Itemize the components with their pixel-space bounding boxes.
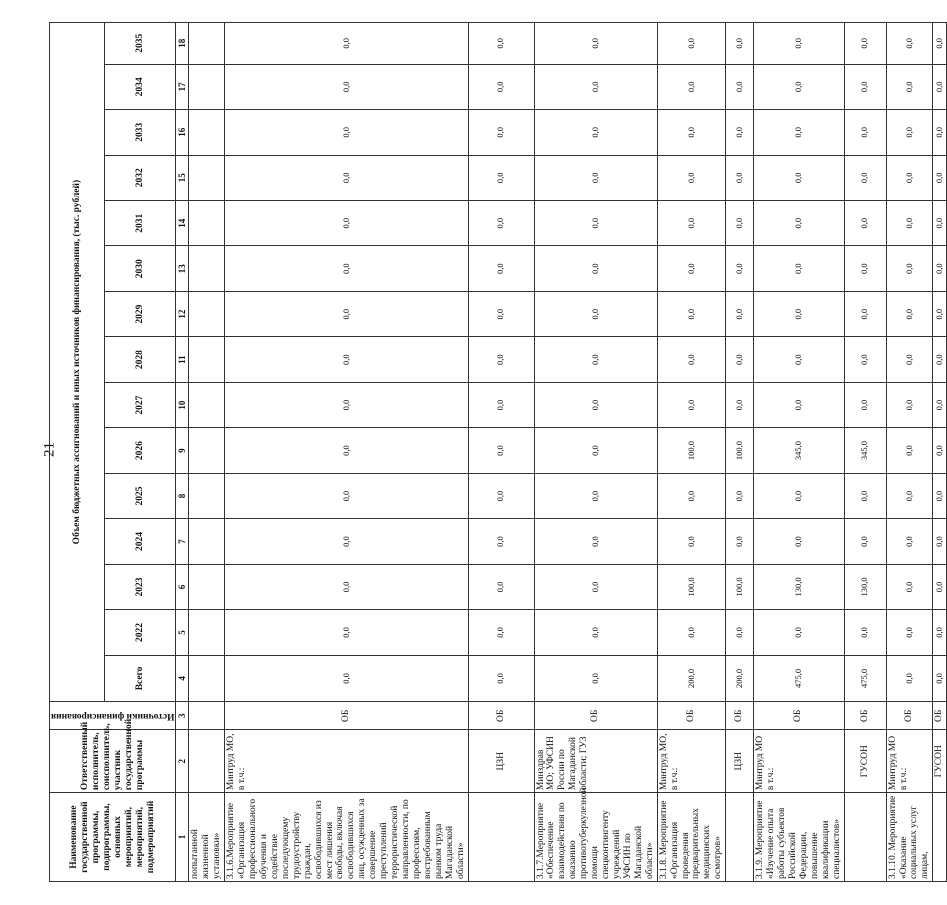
column-number: 9 bbox=[176, 428, 189, 473]
header-number-row bbox=[176, 23, 189, 882]
cell-value bbox=[189, 428, 225, 473]
cell-value: 0,0 bbox=[468, 473, 534, 518]
cell-value: 0,0 bbox=[726, 246, 754, 291]
cell-value: 345,0 bbox=[754, 428, 844, 473]
cell-executor: ЦЗН bbox=[468, 730, 534, 793]
cell-value: 0,0 bbox=[886, 428, 933, 473]
cell-value: 0,0 bbox=[933, 64, 947, 109]
header-year: 2022 bbox=[104, 610, 176, 655]
cell-value: 0,0 bbox=[933, 201, 947, 246]
cell-value bbox=[189, 291, 225, 336]
table-row bbox=[657, 23, 726, 882]
header-funding-title: Объем бюджетных ассигнований и иных источников финансирования, (тыс. рублей) bbox=[50, 23, 105, 702]
header-year: 2027 bbox=[104, 382, 176, 427]
cell-value: 0,0 bbox=[844, 64, 886, 109]
header-year: 2032 bbox=[104, 155, 176, 200]
cell-source: ОБ bbox=[754, 702, 844, 730]
cell-value bbox=[189, 610, 225, 655]
header-executor: Ответственный исполнитель, соисполнитель, участник государственной программы bbox=[50, 730, 176, 793]
cell-value: 0,0 bbox=[886, 564, 933, 609]
header-year: 2026 bbox=[104, 428, 176, 473]
column-number: 3 bbox=[176, 702, 189, 730]
cell-executor: ГУСОН bbox=[933, 730, 947, 793]
cell-value: 0,0 bbox=[844, 382, 886, 427]
cell-value: 0,0 bbox=[468, 110, 534, 155]
table-row bbox=[754, 23, 844, 882]
cell-value: 0,0 bbox=[754, 155, 844, 200]
cell-value: 0,0 bbox=[657, 246, 726, 291]
cell-value: 0,0 bbox=[933, 291, 947, 336]
page-number: 21 bbox=[41, 442, 58, 457]
cell-value bbox=[189, 564, 225, 609]
cell-value: 0,0 bbox=[844, 23, 886, 65]
cell-measure-name: попытанной жизненной установки» bbox=[189, 793, 225, 882]
column-number: 13 bbox=[176, 246, 189, 291]
cell-executor: Минздрав МО; УФСИН России по Магаданской области; ГУЗ bbox=[534, 730, 657, 793]
table-body bbox=[189, 23, 947, 882]
cell-value: 0,0 bbox=[534, 110, 657, 155]
budget-table bbox=[49, 22, 947, 882]
cell-value: 100,0 bbox=[657, 564, 726, 609]
table-row bbox=[468, 23, 534, 882]
column-number: 8 bbox=[176, 473, 189, 518]
cell-value: 0,0 bbox=[933, 337, 947, 382]
cell-value: 0,0 bbox=[657, 337, 726, 382]
cell-value: 0,0 bbox=[886, 519, 933, 564]
header-source bbox=[50, 702, 176, 730]
cell-value: 0,0 bbox=[886, 23, 933, 65]
table-row bbox=[534, 23, 657, 882]
cell-value bbox=[189, 473, 225, 518]
cell-source: ОБ bbox=[225, 702, 468, 730]
cell-value: 0,0 bbox=[225, 473, 468, 518]
cell-value: 0,0 bbox=[933, 382, 947, 427]
cell-value: 0,0 bbox=[534, 473, 657, 518]
cell-value: 0,0 bbox=[844, 155, 886, 200]
cell-measure-name: 3.1.10. Мероприятие «Оказание социальных услуг лицам, bbox=[886, 793, 933, 882]
cell-value: 0,0 bbox=[468, 201, 534, 246]
header-year: 2035 bbox=[104, 23, 176, 65]
cell-value bbox=[189, 23, 225, 65]
column-number: 5 bbox=[176, 610, 189, 655]
cell-value: 0,0 bbox=[754, 23, 844, 65]
cell-value: 100,0 bbox=[726, 428, 754, 473]
cell-value: 0,0 bbox=[933, 110, 947, 155]
cell-value: 0,0 bbox=[844, 610, 886, 655]
cell-executor: ЦЗН bbox=[726, 730, 754, 793]
cell-value: 0,0 bbox=[468, 291, 534, 336]
cell-source: ОБ bbox=[468, 702, 534, 730]
cell-value: 0,0 bbox=[886, 655, 933, 701]
cell-value: 0,0 bbox=[754, 64, 844, 109]
cell-value: 0,0 bbox=[886, 610, 933, 655]
cell-value: 130,0 bbox=[844, 564, 886, 609]
cell-value: 0,0 bbox=[534, 382, 657, 427]
table-row bbox=[225, 23, 468, 882]
header-year: 2030 bbox=[104, 246, 176, 291]
cell-source: ОБ bbox=[657, 702, 726, 730]
cell-value: 0,0 bbox=[844, 337, 886, 382]
cell-value: 0,0 bbox=[754, 519, 844, 564]
cell-value: 0,0 bbox=[844, 291, 886, 336]
cell-value: 0,0 bbox=[468, 428, 534, 473]
cell-value: 0,0 bbox=[468, 382, 534, 427]
cell-value: 0,0 bbox=[726, 201, 754, 246]
cell-value: 0,0 bbox=[657, 473, 726, 518]
cell-value: 0,0 bbox=[886, 382, 933, 427]
header-year: 2024 bbox=[104, 519, 176, 564]
cell-value: 0,0 bbox=[726, 473, 754, 518]
cell-value: 0,0 bbox=[754, 610, 844, 655]
table-header bbox=[50, 23, 189, 882]
column-number: 2 bbox=[176, 730, 189, 793]
cell-measure-name: 3.1.9. Мероприятие «Изучение опыта работы субъектов Российской Федерации, повышение квалификации специалистов» bbox=[754, 793, 844, 882]
cell-value: 0,0 bbox=[754, 291, 844, 336]
cell-value: 0,0 bbox=[886, 155, 933, 200]
cell-value: 0,0 bbox=[534, 519, 657, 564]
cell-value: 0,0 bbox=[225, 428, 468, 473]
cell-source: ОБ bbox=[844, 702, 886, 730]
table-row bbox=[844, 23, 886, 882]
budget-table-sheet bbox=[49, 22, 945, 882]
cell-value: 0,0 bbox=[754, 201, 844, 246]
header-year: 2029 bbox=[104, 291, 176, 336]
cell-value: 0,0 bbox=[754, 246, 844, 291]
column-number: 16 bbox=[176, 110, 189, 155]
cell-measure-name bbox=[726, 793, 754, 882]
cell-value bbox=[189, 337, 225, 382]
cell-executor: Минтруд МО, в т.ч.: bbox=[225, 730, 468, 793]
cell-value: 0,0 bbox=[468, 337, 534, 382]
cell-value: 475,0 bbox=[754, 655, 844, 701]
header-name: Наименование государственной программы, подпрограммы, основных мероприятий, мероприятий, подмероприятий bbox=[50, 793, 176, 882]
cell-value: 0,0 bbox=[225, 655, 468, 701]
cell-value: 0,0 bbox=[726, 23, 754, 65]
cell-value: 0,0 bbox=[225, 337, 468, 382]
cell-value: 0,0 bbox=[534, 201, 657, 246]
cell-value: 100,0 bbox=[726, 564, 754, 609]
cell-value: 0,0 bbox=[225, 519, 468, 564]
cell-value: 0,0 bbox=[844, 110, 886, 155]
cell-value: 0,0 bbox=[534, 428, 657, 473]
cell-value: 0,0 bbox=[225, 291, 468, 336]
cell-value: 0,0 bbox=[886, 473, 933, 518]
cell-value: 0,0 bbox=[225, 610, 468, 655]
cell-value: 0,0 bbox=[754, 110, 844, 155]
cell-value bbox=[189, 246, 225, 291]
table-row bbox=[886, 23, 933, 882]
cell-value: 0,0 bbox=[468, 155, 534, 200]
cell-value: 0,0 bbox=[225, 23, 468, 65]
cell-value: 0,0 bbox=[657, 110, 726, 155]
column-number: 1 bbox=[176, 793, 189, 882]
cell-value bbox=[189, 655, 225, 701]
cell-value: 0,0 bbox=[726, 382, 754, 427]
cell-value: 0,0 bbox=[933, 428, 947, 473]
cell-value: 0,0 bbox=[726, 519, 754, 564]
cell-source: ОБ bbox=[534, 702, 657, 730]
cell-value: 0,0 bbox=[754, 382, 844, 427]
table-row bbox=[933, 23, 947, 882]
cell-value: 0,0 bbox=[844, 246, 886, 291]
cell-value: 0,0 bbox=[657, 382, 726, 427]
cell-value bbox=[189, 382, 225, 427]
cell-value: 200,0 bbox=[657, 655, 726, 701]
cell-value: 0,0 bbox=[726, 291, 754, 336]
cell-value: 0,0 bbox=[468, 655, 534, 701]
cell-value: 0,0 bbox=[534, 246, 657, 291]
table-row bbox=[726, 23, 754, 882]
cell-value: 0,0 bbox=[468, 23, 534, 65]
cell-value: 0,0 bbox=[726, 337, 754, 382]
cell-value: 200,0 bbox=[726, 655, 754, 701]
header-year: 2028 bbox=[104, 337, 176, 382]
cell-value: 0,0 bbox=[468, 519, 534, 564]
cell-value: 0,0 bbox=[886, 291, 933, 336]
header-year: 2031 bbox=[104, 201, 176, 246]
cell-value: 0,0 bbox=[726, 610, 754, 655]
cell-value bbox=[189, 201, 225, 246]
cell-value: 130,0 bbox=[754, 564, 844, 609]
cell-value: 0,0 bbox=[534, 291, 657, 336]
column-number: 6 bbox=[176, 564, 189, 609]
cell-value: 0,0 bbox=[534, 564, 657, 609]
cell-measure-name bbox=[468, 793, 534, 882]
cell-measure-name: 3.1.6.Мероприятие «Организация профессионального обучения и содействие последующему трудоустройству граждан, освободившихся из мест лишения свободы, включая освободившихся лиц, осужденных за совершение преступлений террористической направленности, по профессиям, востребованным рынком труда Магаданской области» bbox=[225, 793, 468, 882]
cell-value: 0,0 bbox=[886, 64, 933, 109]
cell-value: 0,0 bbox=[933, 655, 947, 701]
cell-measure-name: 3.1.8. Мероприятие «Организация проведения предварительных медицинских осмотров» bbox=[657, 793, 726, 882]
cell-value: 0,0 bbox=[657, 23, 726, 65]
cell-source bbox=[189, 702, 225, 730]
cell-value: 0,0 bbox=[225, 110, 468, 155]
column-number: 11 bbox=[176, 337, 189, 382]
column-number: 7 bbox=[176, 519, 189, 564]
cell-executor: ГУСОН bbox=[844, 730, 886, 793]
column-number: 15 bbox=[176, 155, 189, 200]
header-year: 2033 bbox=[104, 110, 176, 155]
cell-value: 0,0 bbox=[726, 64, 754, 109]
cell-source: ОБ bbox=[933, 702, 947, 730]
cell-value: 0,0 bbox=[534, 610, 657, 655]
cell-value: 0,0 bbox=[468, 610, 534, 655]
cell-executor: Минтруд МО, в т.ч.: bbox=[657, 730, 726, 793]
column-number: 12 bbox=[176, 291, 189, 336]
cell-value: 0,0 bbox=[657, 291, 726, 336]
cell-value bbox=[189, 155, 225, 200]
cell-value: 0,0 bbox=[886, 337, 933, 382]
header-total: Всего bbox=[104, 655, 176, 701]
cell-value: 0,0 bbox=[468, 64, 534, 109]
cell-value: 345,0 bbox=[844, 428, 886, 473]
cell-measure-name bbox=[933, 793, 947, 882]
cell-value: 0,0 bbox=[886, 201, 933, 246]
cell-value: 0,0 bbox=[657, 64, 726, 109]
cell-value: 0,0 bbox=[657, 201, 726, 246]
cell-source: ОБ bbox=[726, 702, 754, 730]
cell-value: 0,0 bbox=[657, 610, 726, 655]
cell-value: 0,0 bbox=[534, 655, 657, 701]
cell-value: 475,0 bbox=[844, 655, 886, 701]
column-number: 10 bbox=[176, 382, 189, 427]
cell-value: 0,0 bbox=[886, 110, 933, 155]
cell-measure-name bbox=[844, 793, 886, 882]
cell-value: 0,0 bbox=[534, 23, 657, 65]
cell-executor: Минтруд МО в т.ч.: bbox=[886, 730, 933, 793]
cell-value: 100,0 bbox=[657, 428, 726, 473]
cell-value: 0,0 bbox=[844, 519, 886, 564]
cell-value: 0,0 bbox=[754, 337, 844, 382]
cell-executor bbox=[189, 730, 225, 793]
column-number: 17 bbox=[176, 64, 189, 109]
cell-value: 0,0 bbox=[933, 564, 947, 609]
cell-value: 0,0 bbox=[933, 473, 947, 518]
cell-value: 0,0 bbox=[886, 246, 933, 291]
cell-value bbox=[189, 519, 225, 564]
cell-value: 0,0 bbox=[657, 155, 726, 200]
cell-value: 0,0 bbox=[225, 246, 468, 291]
cell-value: 0,0 bbox=[534, 64, 657, 109]
header-year: 2023 bbox=[104, 564, 176, 609]
cell-value: 0,0 bbox=[225, 64, 468, 109]
cell-value: 0,0 bbox=[844, 201, 886, 246]
header-year: 2034 bbox=[104, 64, 176, 109]
cell-value: 0,0 bbox=[844, 473, 886, 518]
column-number: 18 bbox=[176, 23, 189, 65]
header-source-text: Источники финансирования bbox=[51, 711, 175, 722]
header-year: 2025 bbox=[104, 473, 176, 518]
table-row bbox=[189, 23, 225, 882]
cell-value: 0,0 bbox=[726, 110, 754, 155]
cell-value: 0,0 bbox=[534, 155, 657, 200]
cell-measure-name: 3.1.7.Мероприятие «Обеспечение взаимодействия по оказанию противотуберкулезной помощи спецконтингенту учреждений УФСИН по Магаданской области» bbox=[534, 793, 657, 882]
cell-value: 0,0 bbox=[933, 155, 947, 200]
cell-value: 0,0 bbox=[468, 564, 534, 609]
cell-value: 0,0 bbox=[933, 246, 947, 291]
cell-value: 0,0 bbox=[657, 519, 726, 564]
cell-value: 0,0 bbox=[225, 382, 468, 427]
cell-value: 0,0 bbox=[534, 337, 657, 382]
cell-value: 0,0 bbox=[225, 201, 468, 246]
cell-value: 0,0 bbox=[933, 23, 947, 65]
cell-value bbox=[189, 64, 225, 109]
cell-value: 0,0 bbox=[754, 473, 844, 518]
cell-value: 0,0 bbox=[225, 155, 468, 200]
cell-value: 0,0 bbox=[933, 610, 947, 655]
cell-executor: Минтруд МО в т.ч.: bbox=[754, 730, 844, 793]
cell-value: 0,0 bbox=[225, 564, 468, 609]
cell-source: ОБ bbox=[886, 702, 933, 730]
cell-value: 0,0 bbox=[468, 246, 534, 291]
cell-value bbox=[189, 110, 225, 155]
column-number: 4 bbox=[176, 655, 189, 701]
cell-value: 0,0 bbox=[726, 155, 754, 200]
column-number: 14 bbox=[176, 201, 189, 246]
cell-value: 0,0 bbox=[933, 519, 947, 564]
